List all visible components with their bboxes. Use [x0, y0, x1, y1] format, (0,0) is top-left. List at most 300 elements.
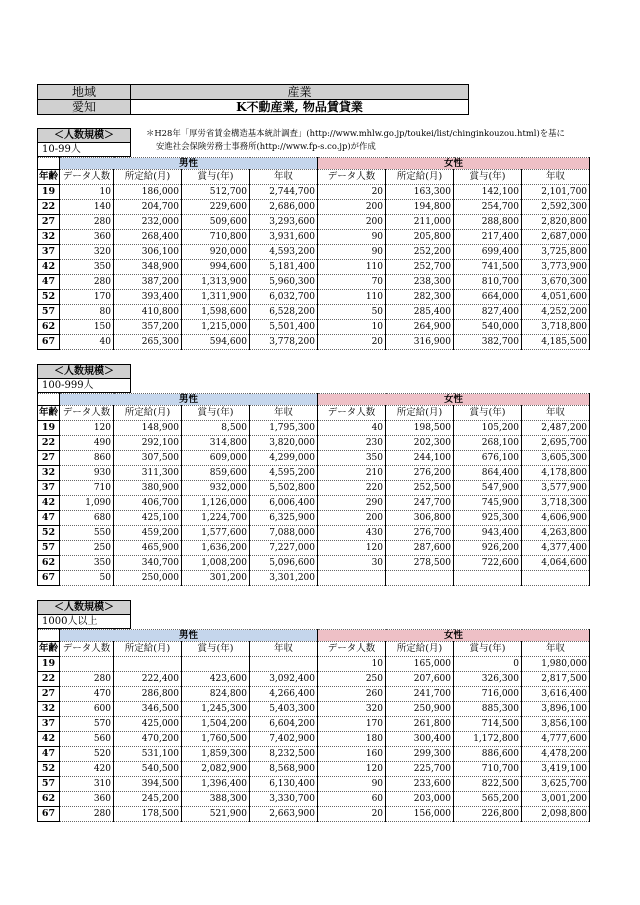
female-bonus-cell: 664,000	[454, 290, 522, 305]
female-monthly-cell: 282,300	[386, 290, 454, 305]
male-bonus-cell: 824,800	[182, 687, 250, 702]
female-headcount-cell: 200	[318, 511, 386, 526]
female-bonus-cell: 716,000	[454, 687, 522, 702]
female-headcount-cell: 20	[318, 185, 386, 200]
male-monthly-cell: 380,900	[114, 481, 182, 496]
female-bonus-cell: 722,600	[454, 556, 522, 571]
female-annual-cell: 3,773,900	[522, 260, 590, 275]
male-annual-cell: 5,501,400	[250, 320, 318, 335]
table-row	[38, 762, 590, 777]
male-annual-cell: 7,402,900	[250, 732, 318, 747]
table-row	[38, 421, 590, 436]
female-headcount-cell: 50	[318, 305, 386, 320]
female-annual-cell: 2,687,000	[522, 230, 590, 245]
male-bonus-cell: 1,224,700	[182, 511, 250, 526]
male-annual-cell: 3,092,400	[250, 672, 318, 687]
age-cell: 22	[38, 436, 60, 451]
male-headcount-header: データ人数	[60, 642, 114, 657]
male-headcount-cell: 470	[60, 687, 114, 702]
age-cell: 62	[38, 792, 60, 807]
female-bonus-cell: 105,200	[454, 421, 522, 436]
age-cell: 67	[38, 807, 60, 822]
male-bonus-cell: 1,598,600	[182, 305, 250, 320]
male-headcount-cell: 120	[60, 421, 114, 436]
age-cell: 19	[38, 421, 60, 436]
female-bonus-cell: 1,172,800	[454, 732, 522, 747]
table-row	[38, 320, 590, 335]
male-bonus-header: 賞与(年)	[182, 406, 250, 421]
female-monthly-cell: 194,800	[386, 200, 454, 215]
table-row	[38, 260, 590, 275]
age-cell: 52	[38, 526, 60, 541]
female-headcount-header: データ人数	[318, 170, 386, 185]
female-headcount-cell: 90	[318, 230, 386, 245]
age-column-header: 年齢	[38, 170, 60, 185]
female-annual-cell: 4,777,600	[522, 732, 590, 747]
age-band-blank	[38, 394, 60, 406]
table-row	[38, 732, 590, 747]
female-bonus-cell: 827,400	[454, 305, 522, 320]
female-bonus-cell: 699,400	[454, 245, 522, 260]
male-monthly-cell: 406,700	[114, 496, 182, 511]
female-band: 女性	[318, 394, 590, 406]
female-annual-cell: 3,718,800	[522, 320, 590, 335]
female-monthly-cell: 306,800	[386, 511, 454, 526]
female-band: 女性	[318, 158, 590, 170]
male-annual-cell: 5,181,400	[250, 260, 318, 275]
male-bonus-cell: 1,396,400	[182, 777, 250, 792]
female-bonus-header: 賞与(年)	[454, 170, 522, 185]
male-bonus-cell: 509,600	[182, 215, 250, 230]
female-monthly-cell: 264,900	[386, 320, 454, 335]
male-monthly-cell: 410,800	[114, 305, 182, 320]
male-monthly-cell: 387,200	[114, 275, 182, 290]
female-annual-cell: 4,377,400	[522, 541, 590, 556]
male-annual-cell: 7,088,000	[250, 526, 318, 541]
female-headcount-cell: 10	[318, 320, 386, 335]
female-headcount-cell: 320	[318, 702, 386, 717]
female-monthly-cell: 163,300	[386, 185, 454, 200]
female-headcount-cell: 10	[318, 657, 386, 672]
male-headcount-cell: 280	[60, 275, 114, 290]
female-headcount-cell: 260	[318, 687, 386, 702]
wage-section	[37, 364, 590, 586]
table-row	[38, 526, 590, 541]
male-bonus-cell: 2,082,900	[182, 762, 250, 777]
age-cell: 67	[38, 571, 60, 586]
size-value: 1000人以上	[38, 615, 131, 629]
age-column-header: 年齢	[38, 642, 60, 657]
female-monthly-cell: 316,900	[386, 335, 454, 350]
female-monthly-cell: 225,700	[386, 762, 454, 777]
male-bonus-cell: 314,800	[182, 436, 250, 451]
male-headcount-cell: 490	[60, 436, 114, 451]
female-bonus-cell: 926,200	[454, 541, 522, 556]
male-annual-cell: 6,006,400	[250, 496, 318, 511]
male-annual-cell: 6,032,700	[250, 290, 318, 305]
female-monthly-cell: 203,000	[386, 792, 454, 807]
female-bonus-header: 賞与(年)	[454, 406, 522, 421]
age-cell: 62	[38, 556, 60, 571]
female-annual-cell: 1,980,000	[522, 657, 590, 672]
male-annual-cell	[250, 657, 318, 672]
table-row	[38, 556, 590, 571]
male-headcount-cell: 600	[60, 702, 114, 717]
male-headcount-cell: 280	[60, 807, 114, 822]
male-annual-cell: 5,096,600	[250, 556, 318, 571]
female-annual-cell: 3,856,100	[522, 717, 590, 732]
female-headcount-cell: 210	[318, 466, 386, 481]
male-annual-cell: 8,232,500	[250, 747, 318, 762]
male-monthly-cell: 307,500	[114, 451, 182, 466]
table-row	[38, 436, 590, 451]
female-monthly-cell: 165,000	[386, 657, 454, 672]
female-monthly-cell	[386, 571, 454, 586]
male-bonus-header: 賞与(年)	[182, 170, 250, 185]
male-headcount-cell: 280	[60, 672, 114, 687]
female-annual-cell: 3,725,800	[522, 245, 590, 260]
female-annual-header: 年収	[522, 642, 590, 657]
male-bonus-cell: 1,008,200	[182, 556, 250, 571]
age-cell: 22	[38, 200, 60, 215]
female-bonus-cell: 142,100	[454, 185, 522, 200]
table-row	[38, 290, 590, 305]
female-headcount-cell: 250	[318, 672, 386, 687]
female-annual-cell: 3,670,300	[522, 275, 590, 290]
female-headcount-cell: 170	[318, 717, 386, 732]
female-band: 女性	[318, 630, 590, 642]
male-bonus-cell: 1,636,200	[182, 541, 250, 556]
wage-table	[37, 393, 590, 586]
age-cell: 47	[38, 275, 60, 290]
male-monthly-cell: 292,100	[114, 436, 182, 451]
female-monthly-cell: 252,200	[386, 245, 454, 260]
female-headcount-cell: 120	[318, 541, 386, 556]
female-annual-cell: 3,419,100	[522, 762, 590, 777]
male-bonus-cell: 920,000	[182, 245, 250, 260]
table-row	[38, 215, 590, 230]
female-monthly-cell: 241,700	[386, 687, 454, 702]
female-bonus-cell: 565,200	[454, 792, 522, 807]
female-bonus-cell: 254,700	[454, 200, 522, 215]
female-headcount-cell: 30	[318, 556, 386, 571]
wage-table	[37, 157, 590, 350]
male-bonus-cell: 1,311,900	[182, 290, 250, 305]
female-headcount-cell: 430	[318, 526, 386, 541]
table-row	[38, 305, 590, 320]
male-annual-cell: 5,403,300	[250, 702, 318, 717]
male-monthly-cell: 425,000	[114, 717, 182, 732]
female-bonus-cell: 885,300	[454, 702, 522, 717]
female-monthly-cell: 250,900	[386, 702, 454, 717]
female-monthly-cell: 287,600	[386, 541, 454, 556]
table-row	[38, 777, 590, 792]
female-monthly-cell: 276,200	[386, 466, 454, 481]
female-annual-cell: 4,263,800	[522, 526, 590, 541]
female-annual-cell: 2,592,300	[522, 200, 590, 215]
male-annual-header: 年収	[250, 170, 318, 185]
male-monthly-header: 所定給(月)	[114, 406, 182, 421]
male-headcount-cell: 520	[60, 747, 114, 762]
male-headcount-cell: 570	[60, 717, 114, 732]
female-bonus-cell: 710,700	[454, 762, 522, 777]
male-monthly-cell: 311,300	[114, 466, 182, 481]
age-cell: 19	[38, 185, 60, 200]
male-annual-cell: 2,663,900	[250, 807, 318, 822]
age-cell: 52	[38, 290, 60, 305]
male-bonus-cell: 1,504,200	[182, 717, 250, 732]
male-annual-cell: 5,960,300	[250, 275, 318, 290]
male-headcount-cell: 350	[60, 556, 114, 571]
male-headcount-header: データ人数	[60, 170, 114, 185]
female-monthly-cell: 238,300	[386, 275, 454, 290]
female-monthly-cell: 252,500	[386, 481, 454, 496]
male-bonus-cell: 710,800	[182, 230, 250, 245]
male-monthly-cell: 148,900	[114, 421, 182, 436]
female-annual-cell: 3,896,100	[522, 702, 590, 717]
age-cell: 37	[38, 245, 60, 260]
female-annual-cell: 3,718,300	[522, 496, 590, 511]
female-monthly-cell: 156,000	[386, 807, 454, 822]
male-bonus-cell: 8,500	[182, 421, 250, 436]
male-monthly-cell: 306,100	[114, 245, 182, 260]
male-annual-cell: 8,568,900	[250, 762, 318, 777]
male-annual-cell: 2,686,000	[250, 200, 318, 215]
female-headcount-cell	[318, 571, 386, 586]
female-monthly-cell: 247,700	[386, 496, 454, 511]
male-bonus-cell: 388,300	[182, 792, 250, 807]
female-bonus-cell: 540,000	[454, 320, 522, 335]
source-note-line1: ＊H28年「厚労省賃金構造基本統計調査」(http://www.mhlw.go.jp/toukei/list/chinginkouzou.html)を基に	[146, 128, 565, 138]
male-bonus-cell: 1,215,000	[182, 320, 250, 335]
female-annual-cell: 4,252,200	[522, 305, 590, 320]
age-column-header: 年齢	[38, 406, 60, 421]
male-annual-cell: 3,931,600	[250, 230, 318, 245]
male-headcount-header: データ人数	[60, 406, 114, 421]
female-bonus-header: 賞与(年)	[454, 642, 522, 657]
female-annual-cell: 4,185,500	[522, 335, 590, 350]
female-monthly-cell: 211,000	[386, 215, 454, 230]
male-monthly-cell: 232,000	[114, 215, 182, 230]
female-bonus-cell: 925,300	[454, 511, 522, 526]
male-monthly-cell: 394,500	[114, 777, 182, 792]
male-annual-cell: 6,325,900	[250, 511, 318, 526]
male-bonus-cell	[182, 657, 250, 672]
male-bonus-cell: 229,600	[182, 200, 250, 215]
age-cell: 67	[38, 335, 60, 350]
male-bonus-cell: 1,859,300	[182, 747, 250, 762]
male-monthly-cell: 204,700	[114, 200, 182, 215]
female-headcount-cell: 40	[318, 421, 386, 436]
male-bonus-cell: 423,600	[182, 672, 250, 687]
male-monthly-cell: 346,500	[114, 702, 182, 717]
male-monthly-cell: 340,700	[114, 556, 182, 571]
female-annual-header: 年収	[522, 406, 590, 421]
female-monthly-cell: 300,400	[386, 732, 454, 747]
age-cell: 62	[38, 320, 60, 335]
male-monthly-cell: 222,400	[114, 672, 182, 687]
age-cell: 32	[38, 230, 60, 245]
female-headcount-cell: 200	[318, 215, 386, 230]
male-annual-cell: 6,528,200	[250, 305, 318, 320]
source-note-line2: 安進社会保険労務士事務所(http://www.fp-s.co.jp)が作成	[156, 141, 376, 151]
female-bonus-cell: 217,400	[454, 230, 522, 245]
male-headcount-cell: 50	[60, 571, 114, 586]
male-bonus-cell: 1,577,600	[182, 526, 250, 541]
table-row	[38, 747, 590, 762]
male-bonus-cell: 1,126,000	[182, 496, 250, 511]
female-annual-cell: 4,051,600	[522, 290, 590, 305]
wage-section	[37, 128, 590, 350]
female-annual-cell: 3,577,900	[522, 481, 590, 496]
female-headcount-header: データ人数	[318, 642, 386, 657]
female-headcount-cell: 290	[318, 496, 386, 511]
table-row	[38, 541, 590, 556]
female-monthly-cell: 207,600	[386, 672, 454, 687]
male-annual-cell: 3,778,200	[250, 335, 318, 350]
male-headcount-cell: 320	[60, 245, 114, 260]
female-monthly-header: 所定給(月)	[386, 642, 454, 657]
female-monthly-cell: 205,800	[386, 230, 454, 245]
table-row	[38, 451, 590, 466]
size-key: ＜人数規模＞	[38, 601, 131, 615]
table-row	[38, 702, 590, 717]
age-cell: 47	[38, 511, 60, 526]
table-row	[38, 792, 590, 807]
female-bonus-cell: 268,100	[454, 436, 522, 451]
female-headcount-cell: 180	[318, 732, 386, 747]
female-bonus-cell: 288,800	[454, 215, 522, 230]
male-headcount-cell: 170	[60, 290, 114, 305]
male-monthly-cell: 459,200	[114, 526, 182, 541]
table-row	[38, 571, 590, 586]
female-monthly-cell: 252,700	[386, 260, 454, 275]
male-annual-header: 年収	[250, 406, 318, 421]
male-headcount-cell: 350	[60, 260, 114, 275]
size-box	[37, 364, 131, 393]
male-band: 男性	[60, 394, 318, 406]
female-bonus-cell: 676,100	[454, 451, 522, 466]
male-headcount-cell: 40	[60, 335, 114, 350]
female-annual-cell: 3,605,300	[522, 451, 590, 466]
female-bonus-cell: 547,900	[454, 481, 522, 496]
age-cell: 47	[38, 747, 60, 762]
female-annual-cell: 4,064,600	[522, 556, 590, 571]
male-monthly-cell	[114, 657, 182, 672]
male-bonus-cell: 594,600	[182, 335, 250, 350]
male-annual-cell: 3,301,200	[250, 571, 318, 586]
male-monthly-cell: 531,100	[114, 747, 182, 762]
female-headcount-cell: 70	[318, 275, 386, 290]
female-headcount-cell: 20	[318, 335, 386, 350]
female-bonus-cell: 0	[454, 657, 522, 672]
age-band-blank	[38, 630, 60, 642]
male-headcount-cell: 860	[60, 451, 114, 466]
female-headcount-cell: 120	[318, 762, 386, 777]
male-headcount-cell: 80	[60, 305, 114, 320]
male-monthly-cell: 245,200	[114, 792, 182, 807]
female-annual-cell: 3,625,700	[522, 777, 590, 792]
age-cell: 57	[38, 305, 60, 320]
table-row	[38, 245, 590, 260]
size-box	[37, 600, 131, 629]
male-headcount-cell: 710	[60, 481, 114, 496]
male-headcount-cell: 360	[60, 230, 114, 245]
female-annual-cell: 2,487,200	[522, 421, 590, 436]
age-cell: 37	[38, 481, 60, 496]
size-key: ＜人数規模＞	[38, 129, 131, 143]
female-headcount-cell: 230	[318, 436, 386, 451]
age-cell: 27	[38, 215, 60, 230]
age-cell: 57	[38, 777, 60, 792]
male-monthly-cell: 393,400	[114, 290, 182, 305]
table-row	[38, 481, 590, 496]
male-monthly-cell: 357,200	[114, 320, 182, 335]
size-value: 100-999人	[38, 379, 131, 393]
male-bonus-cell: 1,760,500	[182, 732, 250, 747]
industry-label: 産業	[131, 85, 469, 100]
female-headcount-cell: 350	[318, 451, 386, 466]
male-headcount-cell: 360	[60, 792, 114, 807]
male-annual-cell: 2,744,700	[250, 185, 318, 200]
male-band: 男性	[60, 630, 318, 642]
male-annual-cell: 4,266,400	[250, 687, 318, 702]
male-headcount-cell: 250	[60, 541, 114, 556]
region-value: 愛知	[38, 100, 131, 115]
female-headcount-cell: 220	[318, 481, 386, 496]
table-row	[38, 335, 590, 350]
male-annual-cell: 3,330,700	[250, 792, 318, 807]
female-bonus-cell: 822,500	[454, 777, 522, 792]
table-row	[38, 496, 590, 511]
female-headcount-cell: 110	[318, 260, 386, 275]
male-annual-cell: 4,593,200	[250, 245, 318, 260]
male-monthly-cell: 250,000	[114, 571, 182, 586]
female-annual-cell: 4,606,900	[522, 511, 590, 526]
male-annual-cell: 6,604,200	[250, 717, 318, 732]
male-annual-cell: 3,293,600	[250, 215, 318, 230]
age-cell: 22	[38, 672, 60, 687]
age-cell: 37	[38, 717, 60, 732]
male-bonus-cell: 1,245,300	[182, 702, 250, 717]
female-headcount-cell: 60	[318, 792, 386, 807]
male-headcount-cell: 310	[60, 777, 114, 792]
age-cell: 32	[38, 466, 60, 481]
male-annual-cell: 3,820,000	[250, 436, 318, 451]
size-key: ＜人数規模＞	[38, 365, 131, 379]
female-bonus-cell: 714,500	[454, 717, 522, 732]
male-bonus-cell: 932,000	[182, 481, 250, 496]
female-monthly-cell: 276,700	[386, 526, 454, 541]
industry-value: K不動産業, 物品賃貸業	[131, 100, 469, 115]
header-table	[37, 84, 469, 115]
table-row	[38, 672, 590, 687]
male-headcount-cell: 140	[60, 200, 114, 215]
female-monthly-cell: 198,500	[386, 421, 454, 436]
age-cell: 27	[38, 687, 60, 702]
female-annual-cell: 2,101,700	[522, 185, 590, 200]
wage-table	[37, 629, 590, 822]
size-value: 10-99人	[38, 143, 131, 157]
age-cell: 42	[38, 496, 60, 511]
male-monthly-cell: 178,500	[114, 807, 182, 822]
table-row	[38, 717, 590, 732]
male-headcount-cell	[60, 657, 114, 672]
age-cell: 42	[38, 732, 60, 747]
male-bonus-header: 賞与(年)	[182, 642, 250, 657]
female-bonus-cell	[454, 571, 522, 586]
female-monthly-cell: 285,400	[386, 305, 454, 320]
